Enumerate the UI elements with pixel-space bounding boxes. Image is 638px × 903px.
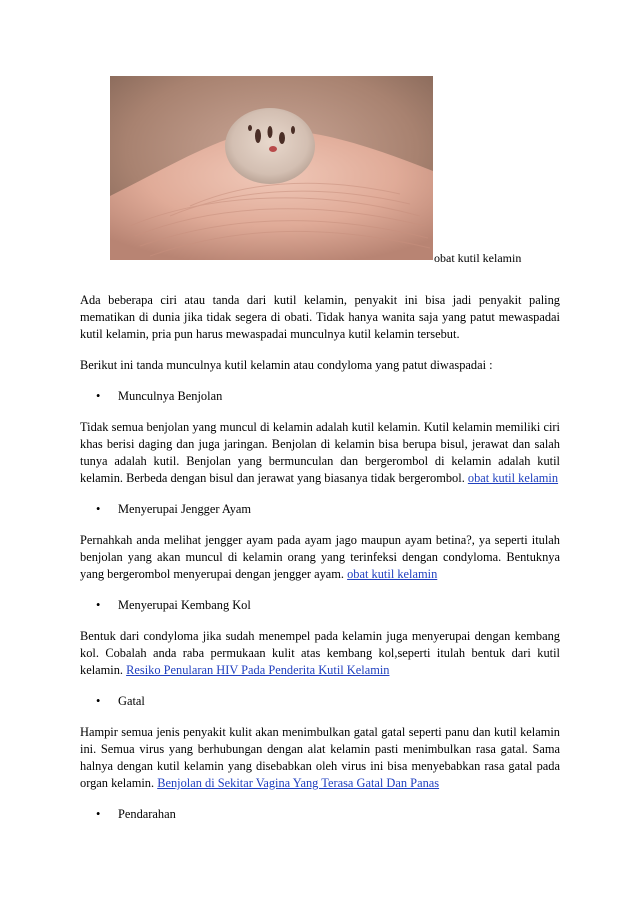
bullet-icon: • [96,694,101,708]
bullet-list [80,597,560,614]
list-item-label: Menyerupai Kembang Kol [118,598,251,612]
list-item-label: Pendarahan [118,807,176,821]
figure-caption: obat kutil kelamin [434,251,522,265]
bullet-list [80,693,560,710]
bullet-icon: • [96,807,101,821]
wart-photo [110,76,433,260]
article-link[interactable]: obat kutil kelamin [347,567,438,581]
bullet-list [80,388,560,405]
paragraph-benjolan [80,419,560,487]
paragraph-gatal [80,724,560,792]
paragraph-jengger [80,532,560,583]
article-body [80,292,560,837]
paragraph-text: Hampir semua jenis penyakit kulit akan menimbulkan gatal gatal seperti panu dan kutil kelamin ini. Semua virus yang berhubungan dengan alat kelamin pasti menimbulkan rasa gatal. Sama halnya dengan kutil kelamin yang disebabkan oleh virus ini bisa menyebabkan rasa gatal pada organ kelamin. [80,725,560,790]
article-link[interactable]: Benjolan di Sekitar Vagina Yang Terasa Gatal Dan Panas [157,776,440,790]
paragraph-kembang-kol [80,628,560,679]
bullet-icon: • [96,502,101,516]
list-item-label: Gatal [118,694,145,708]
list-item [80,597,560,614]
list-item [80,501,560,518]
paragraph-intro: Ada beberapa ciri atau tanda dari kutil kelamin, penyakit ini bisa jadi penyakit paling mematikan di dunia jika tidak segera di obati. Tidak hanya wanita saja yang patut mewaspadai kutil kelamin, pria pun harus mewaspadai munculnya kutil kelamin tersebut. [80,293,560,341]
finger-wart-image [110,76,433,260]
article-link[interactable]: obat kutil kelamin [467,471,559,485]
list-item [80,806,560,823]
paragraph-text: Tidak semua benjolan yang muncul di kelamin adalah kutil kelamin. Kutil kelamin memiliki ciri khas berisi daging dan juga jaringan. Benjolan di kelamin bisa berupa bisul, jerawat dan salah tunya adalah kutil. Benjolan yang bermunculan dan bergerombol di kelamin adalah kutil kelamin. Berbeda dengan bisul dan jerawat yang biasanya tidak bergerombol. [80,420,560,485]
article-link[interactable]: Resiko Penularan HIV Pada Penderita Kutil Kelamin [126,663,390,677]
list-item-label: Menyerupai Jengger Ayam [118,502,252,516]
bullet-icon: • [96,389,101,403]
list-item [80,693,560,710]
bullet-list [80,806,560,823]
bullet-icon: • [96,598,101,612]
paragraph-text: Pernahkah anda melihat jengger ayam pada ayam jago maupun ayam betina?, ya seperti itulah benjolan yang akan muncul di kelamin orang yang terinfeksi dengan condyloma. Bentuknya yang bergerombol menyerupai dengan jengger ayam. [80,533,560,581]
paragraph-list-intro: Berikut ini tanda munculnya kutil kelamin atau condyloma yang patut diwaspadai : [80,358,493,372]
paragraph-text: Bentuk dari condyloma jika sudah menempel pada kelamin juga menyerupai dengan kembang kol. Cobalah anda raba permukaan kulit atas kembang kol,seperti itulah bentuk dari kutil kelamin. [80,629,560,677]
list-item [80,388,560,405]
bullet-list [80,501,560,518]
list-item-label: Munculnya Benjolan [118,389,223,403]
